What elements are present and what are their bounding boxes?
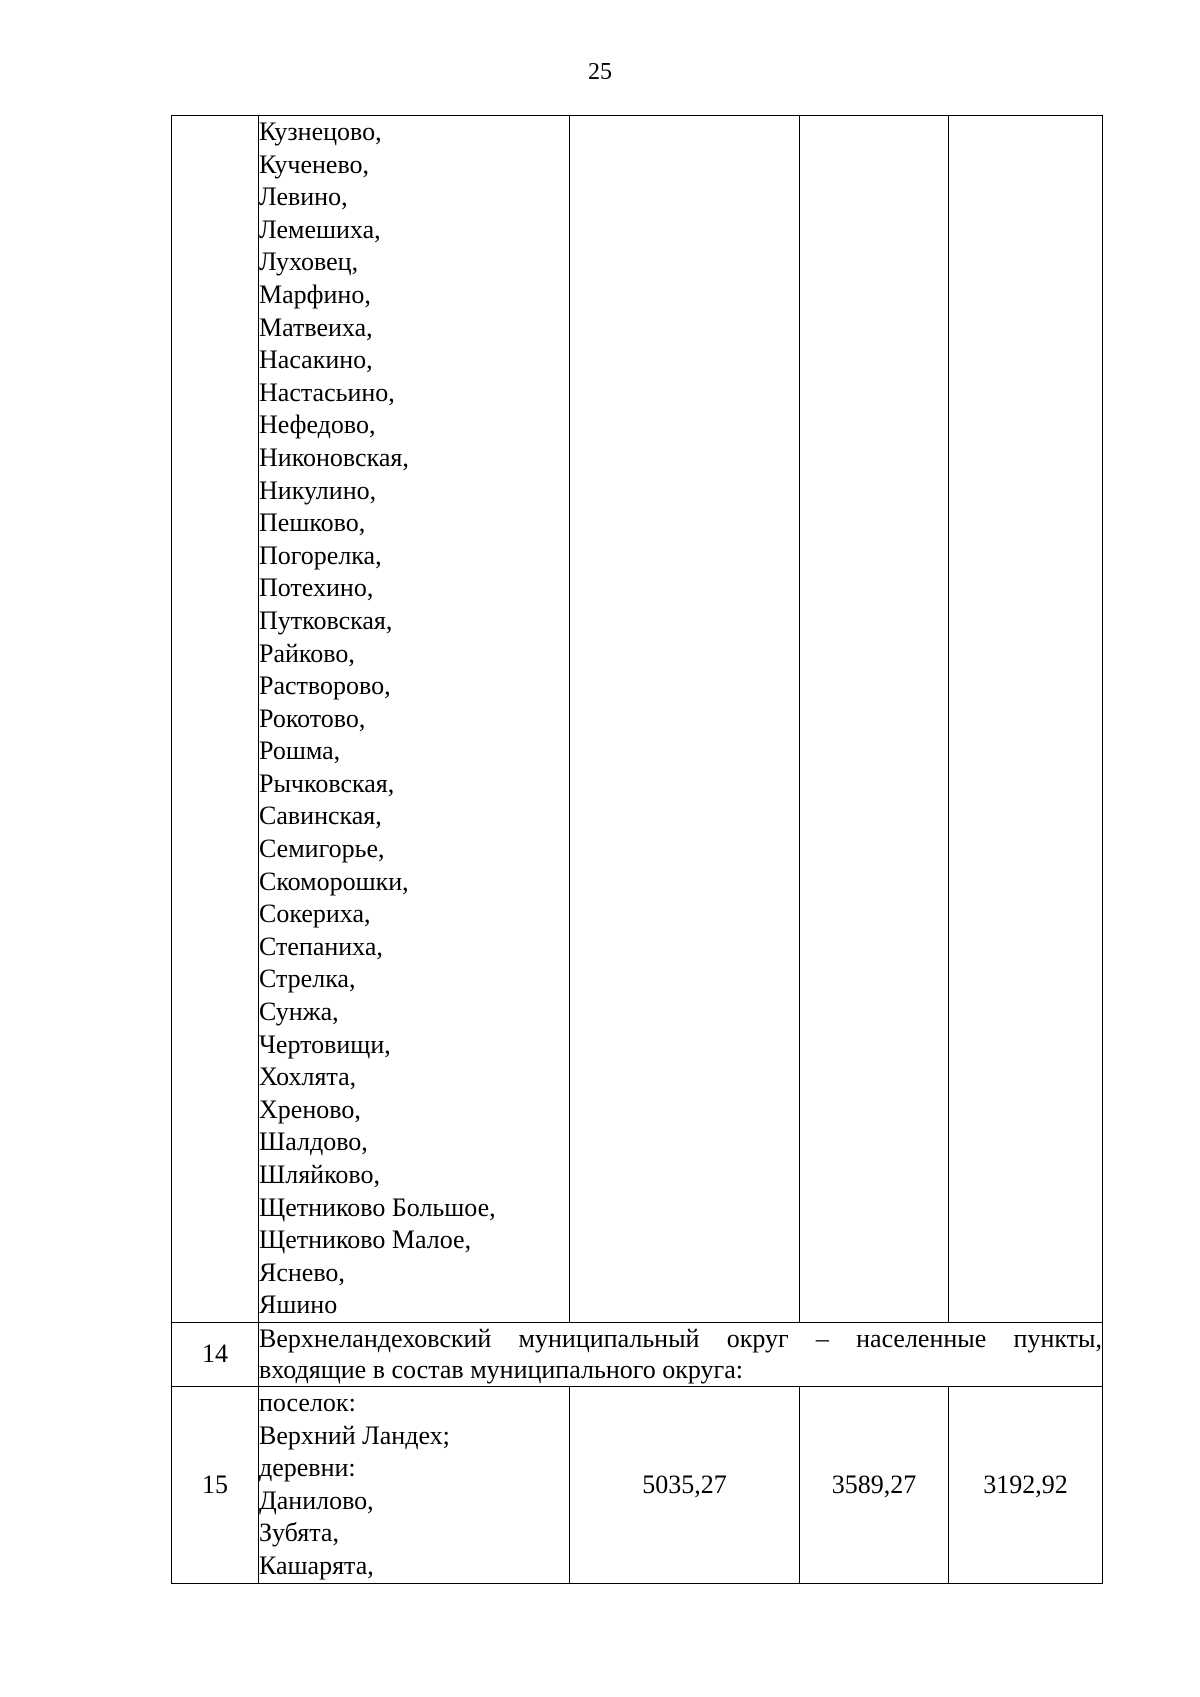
settlement-name: Кузнецово, <box>259 117 382 146</box>
settlement-name: Рычковская, <box>259 768 395 798</box>
row-number-cell: 14 <box>172 1322 259 1386</box>
settlement-name: Савинская, <box>259 801 382 831</box>
settlement-name: Рошма, <box>259 736 341 766</box>
settlement-name: Растворово, <box>259 671 391 701</box>
settlement-name: Яшино <box>259 1290 338 1320</box>
settlement-name: Насакино, <box>259 345 373 375</box>
settlement-name: Рокотово, <box>259 703 366 733</box>
row-number-cell: 15 <box>172 1386 259 1583</box>
settlement-name: Яснево, <box>259 1257 345 1287</box>
settlement-name: Скоморошки, <box>259 866 409 896</box>
settlement-name: Райково, <box>259 638 355 668</box>
settlement-name: Данилово, <box>259 1485 374 1515</box>
settlement-name: Семигорье, <box>259 834 385 864</box>
settlement-name: Погорелка, <box>259 540 382 570</box>
settlement-name: Кученево, <box>259 149 370 179</box>
row-number-cell <box>172 116 259 1323</box>
municipal-district-heading: Верхнеландеховский муниципальный округ – населенные пункты, входящие в состав муниципального округа: <box>259 1324 1102 1385</box>
settlement-name: Шляйково, <box>259 1160 380 1189</box>
settlement-name: Потехино, <box>259 573 374 603</box>
settlement-name: Щетниково Большое, <box>259 1192 496 1222</box>
settlement-name: Путковская, <box>259 605 393 635</box>
settlements-cell <box>259 116 570 1323</box>
settlement-name: Пешково, <box>259 508 366 538</box>
settlements-cell <box>259 1386 570 1583</box>
value-cell-1 <box>570 116 800 1323</box>
settlement-name: Верхний Ландех; <box>259 1420 450 1450</box>
settlement-name: Сунжа, <box>259 997 339 1027</box>
settlement-name: деревни: <box>259 1453 356 1483</box>
settlement-name: Нефедово, <box>259 410 376 440</box>
table-row-15 <box>172 1386 1103 1583</box>
settlement-name: Щетниково Малое, <box>259 1225 472 1255</box>
table-row-14 <box>172 1322 1103 1386</box>
value-cell-2 <box>800 116 949 1323</box>
settlement-name: Никоновская, <box>259 442 409 472</box>
value-cell-3 <box>949 116 1103 1323</box>
settlement-name: Шалдово, <box>259 1127 368 1157</box>
settlement-name: Чертовищи, <box>259 1029 391 1059</box>
settlement-name: Лемешиха, <box>259 214 381 244</box>
settlement-name: Сокериха, <box>259 899 371 929</box>
settlement-name: Марфино, <box>259 279 371 309</box>
page-number: 25 <box>588 59 612 85</box>
settlement-name: Хохлята, <box>259 1062 357 1092</box>
settlement-name: Луховец, <box>259 247 359 277</box>
value-cell-3: 3192,92 <box>949 1386 1103 1583</box>
settlement-name: Зубята, <box>259 1518 339 1548</box>
settlement-name: Стрелка, <box>259 964 356 994</box>
settlement-name: Кашарята, <box>259 1550 374 1580</box>
settlement-name: Хреново, <box>259 1094 361 1124</box>
settlements-table <box>171 115 1103 1584</box>
settlement-name: Матвеиха, <box>259 312 373 342</box>
settlement-name: Настасьино, <box>259 377 395 407</box>
value-cell-1: 5035,27 <box>570 1386 800 1583</box>
value-cell-2: 3589,27 <box>800 1386 949 1583</box>
settlement-name: поселок: <box>259 1387 356 1417</box>
settlement-name: Левино, <box>259 182 348 212</box>
settlement-name: Никулино, <box>259 475 377 505</box>
settlement-name: Степаниха, <box>259 931 383 961</box>
table-row-continuation <box>172 116 1103 1323</box>
